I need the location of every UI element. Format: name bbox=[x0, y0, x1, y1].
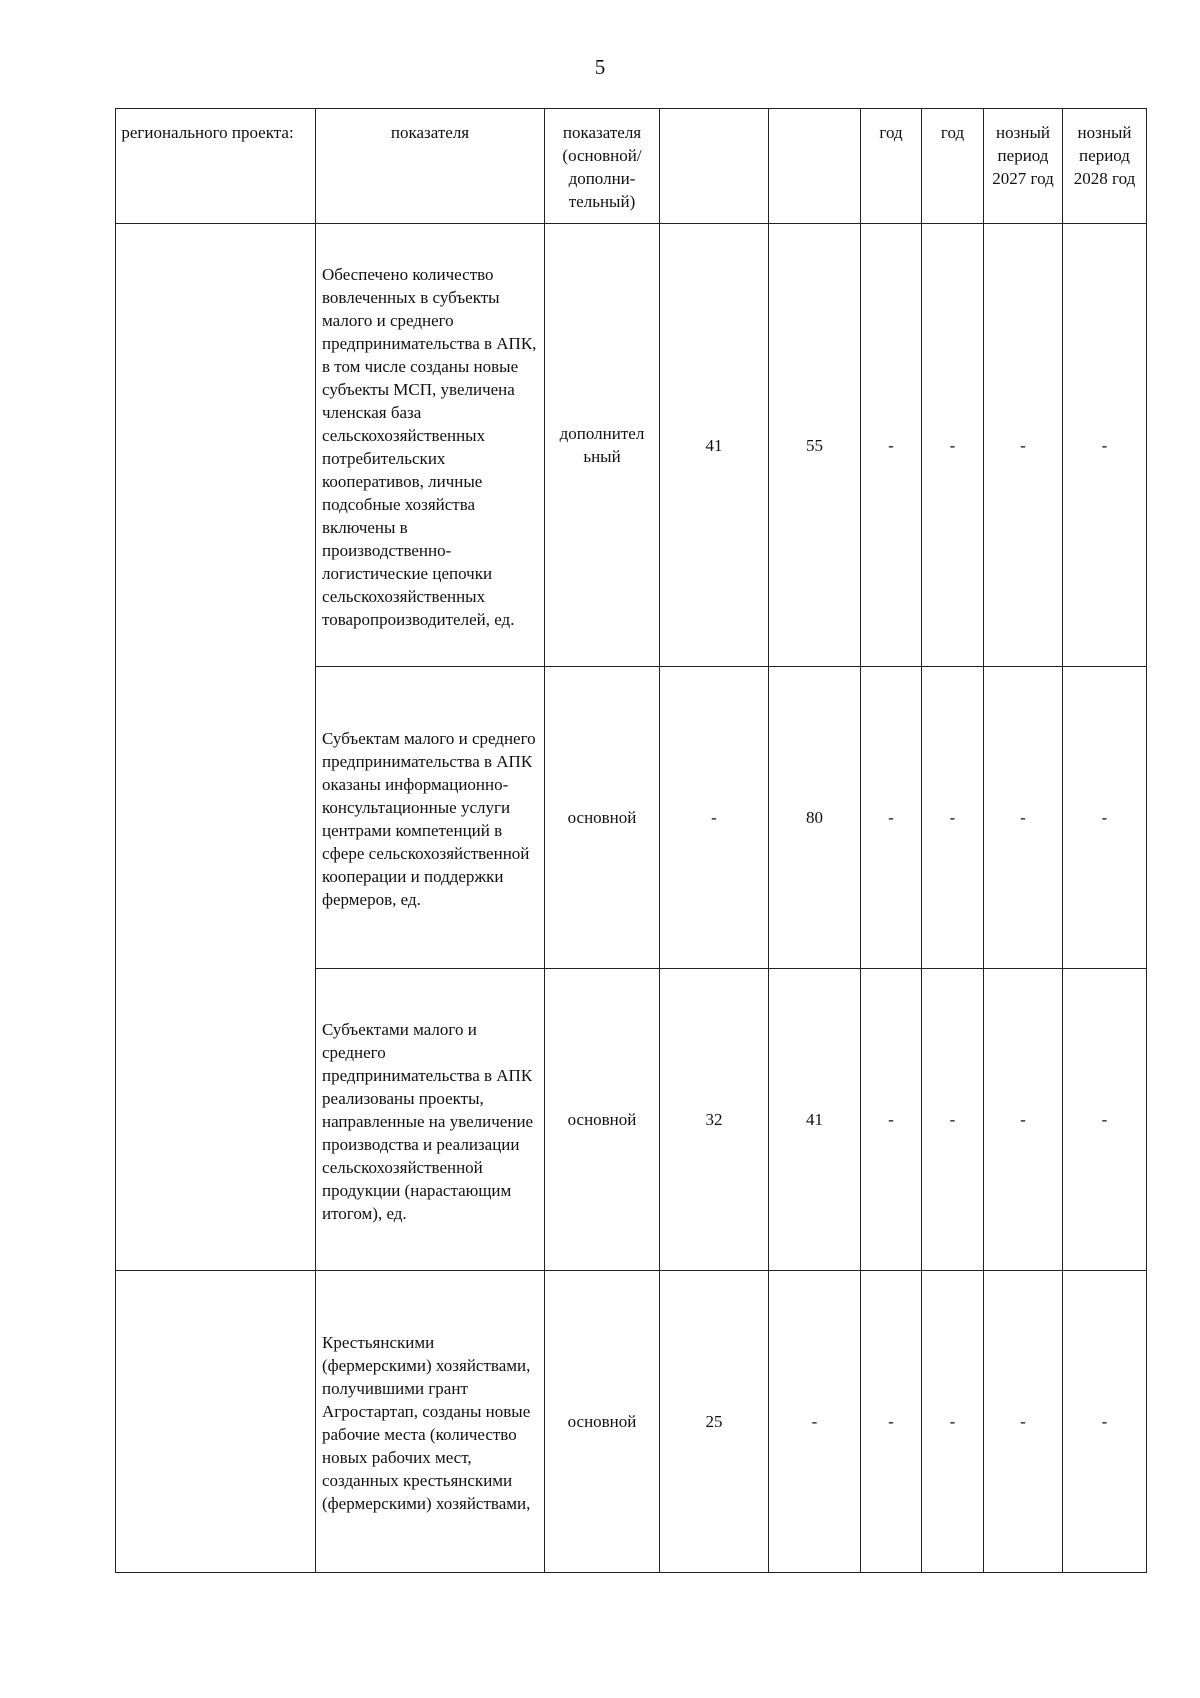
value-cell: - bbox=[1063, 224, 1147, 667]
header-project: регионального проекта: bbox=[116, 109, 316, 224]
indicator-type: дополнител ьный bbox=[545, 224, 660, 667]
value-cell: - bbox=[984, 224, 1063, 667]
indicator-type: основной bbox=[545, 1271, 660, 1573]
value-cell: 32 bbox=[660, 969, 769, 1271]
header-forecast-2028: нозный период 2028 год bbox=[1063, 109, 1147, 224]
value-cell: - bbox=[861, 224, 922, 667]
value-cell: 41 bbox=[769, 969, 861, 1271]
header-col5 bbox=[769, 109, 861, 224]
value-cell: 41 bbox=[660, 224, 769, 667]
value-cell: - bbox=[861, 667, 922, 969]
table-header-row bbox=[116, 109, 1147, 224]
value-cell: 25 bbox=[660, 1271, 769, 1573]
indicator-name: Субъектам малого и среднего предпринимательства в АПК оказаны информационно-консультационные услуги центрами компетенций в сфере сельскохозяйственной кооперации и поддержки фермеров, ед. bbox=[316, 667, 545, 969]
header-year-1: год bbox=[861, 109, 922, 224]
header-col4 bbox=[660, 109, 769, 224]
value-cell: - bbox=[922, 1271, 984, 1573]
value-cell: - bbox=[922, 969, 984, 1271]
indicator-type: основной bbox=[545, 667, 660, 969]
value-cell: 55 bbox=[769, 224, 861, 667]
indicators-table bbox=[115, 108, 1147, 1573]
value-cell: - bbox=[1063, 969, 1147, 1271]
project-cell bbox=[116, 224, 316, 1271]
value-cell: - bbox=[922, 667, 984, 969]
project-cell bbox=[116, 1271, 316, 1573]
value-cell: - bbox=[984, 969, 1063, 1271]
value-cell: - bbox=[861, 969, 922, 1271]
indicator-type: основной bbox=[545, 969, 660, 1271]
value-cell: - bbox=[984, 1271, 1063, 1573]
header-indicator: показателя bbox=[316, 109, 545, 224]
indicator-name: Обеспечено количество вовлеченных в субъекты малого и среднего предпринимательства в АПК, в том числе созданы новые субъекты МСП, увеличена членская база сельскохозяйственных потребительских кооперативов, личные подсобные хозяйства включены в производственно-логистические цепочки сельскохозяйственных товаропроизводителей, ед. bbox=[316, 224, 545, 667]
page-number: 5 bbox=[594, 55, 606, 79]
value-cell: - bbox=[922, 224, 984, 667]
table-row bbox=[116, 224, 1147, 667]
value-cell: - bbox=[1063, 667, 1147, 969]
value-cell: - bbox=[861, 1271, 922, 1573]
table-row bbox=[116, 1271, 1147, 1573]
value-cell: - bbox=[660, 667, 769, 969]
header-year-2: год bbox=[922, 109, 984, 224]
value-cell: - bbox=[769, 1271, 861, 1573]
indicator-name: Субъектами малого и среднего предпринимательства в АПК реализованы проекты, направленные на увеличение производства и реализации сельскохозяйственной продукции (нарастающим итогом), ед. bbox=[316, 969, 545, 1271]
value-cell: - bbox=[1063, 1271, 1147, 1573]
value-cell: - bbox=[984, 667, 1063, 969]
value-cell: 80 bbox=[769, 667, 861, 969]
header-type: показателя (основной/ дополни-тельный) bbox=[545, 109, 660, 224]
header-forecast-2027: нозный период 2027 год bbox=[984, 109, 1063, 224]
indicator-name: Крестьянскими (фермерскими) хозяйствами, получившими грант Агростартап, созданы новые рабочие места (количество новых рабочих мест, созданных крестьянскими (фермерскими) хозяйствами, bbox=[316, 1271, 545, 1573]
